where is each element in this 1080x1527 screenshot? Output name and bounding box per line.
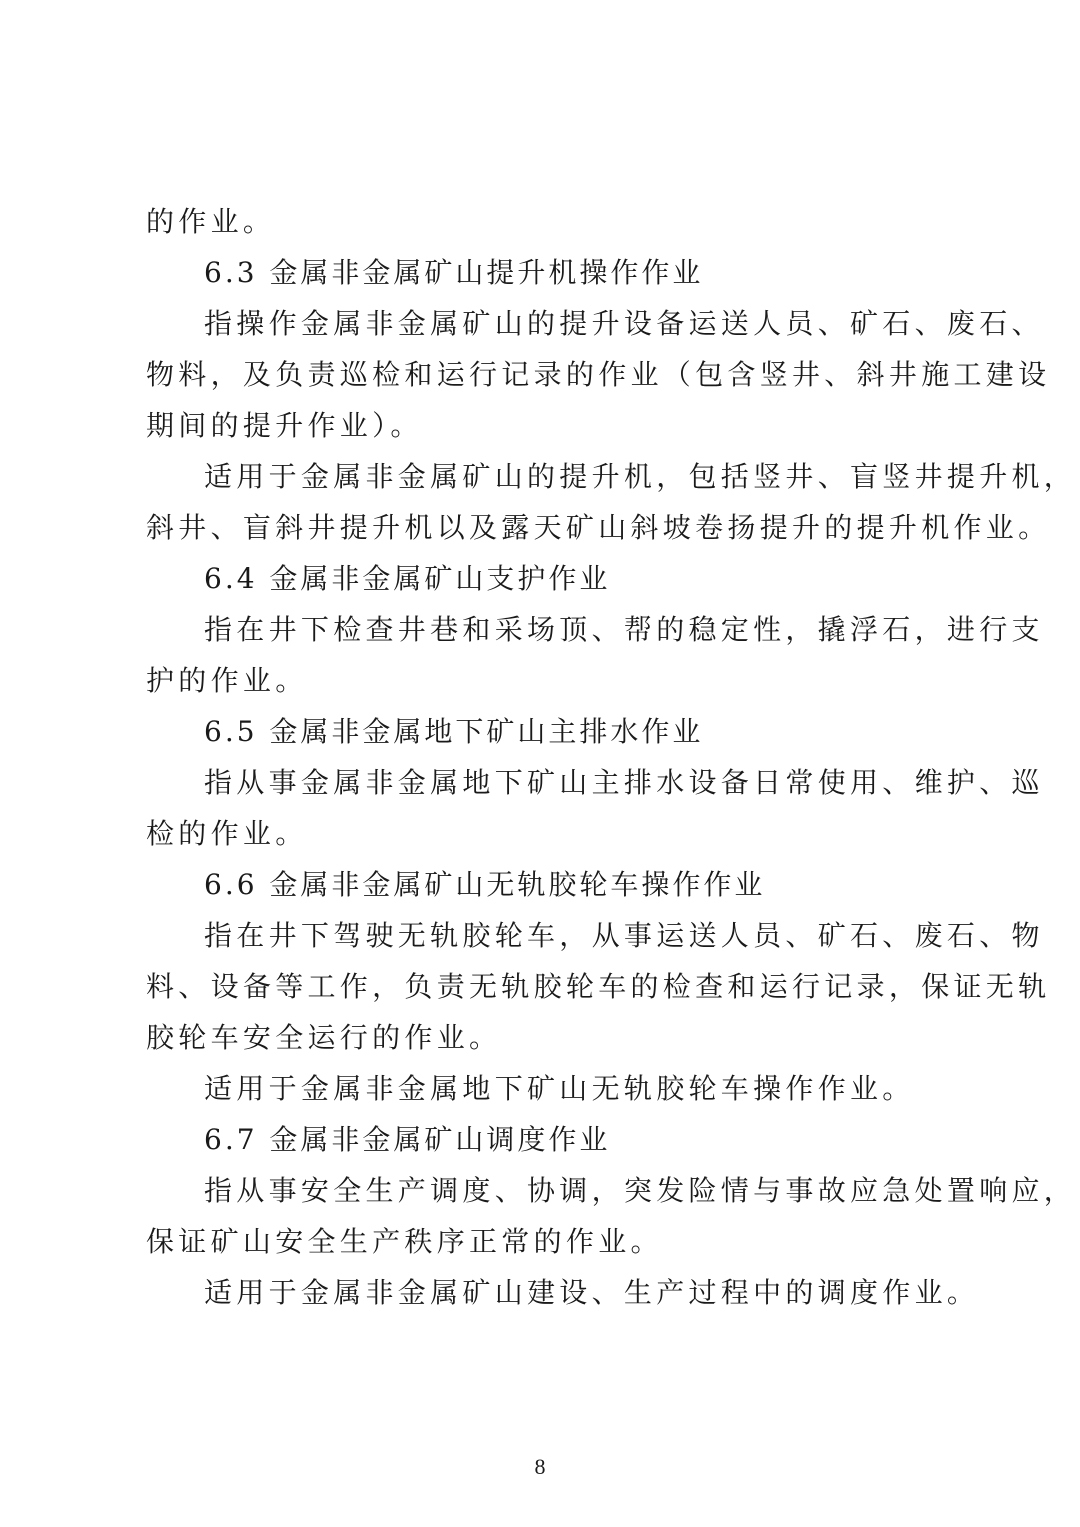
paragraph-line: 指从事安全生产调度、协调，突发险情与事故应急处置响应，	[204, 1174, 1077, 1207]
paragraph-line: 护的作业。	[146, 664, 308, 697]
paragraph-line: 物料，及负责巡检和运行记录的作业（包含竖井、斜井施工建设	[146, 358, 1051, 391]
paragraph-line: 适用于金属非金属矿山的提升机，包括竖井、盲竖井提升机，	[204, 460, 1077, 493]
section-heading-6-7: 6.7 金属非金属矿山调度作业	[204, 1123, 611, 1156]
page-number: 8	[534, 1454, 546, 1479]
section-heading-6-6: 6.6 金属非金属矿山无轨胶轮车操作作业	[204, 868, 766, 901]
paragraph-line: 适用于金属非金属地下矿山无轨胶轮车操作作业。	[204, 1072, 915, 1105]
paragraph-line: 指从事金属非金属地下矿山主排水设备日常使用、维护、巡	[204, 766, 1044, 799]
paragraph-line: 斜井、盲斜井提升机以及露天矿山斜坡卷扬提升的提升机作业。	[146, 511, 1051, 544]
paragraph-line: 指在井下驾驶无轨胶轮车，从事运送人员、矿石、废石、物	[204, 919, 1044, 952]
paragraph-line: 胶轮车安全运行的作业。	[146, 1021, 502, 1054]
paragraph-line: 指在井下检查井巷和采场顶、帮的稳定性，撬浮石，进行支	[204, 613, 1044, 646]
paragraph-line: 指操作金属非金属矿山的提升设备运送人员、矿石、废石、	[204, 307, 1044, 340]
section-heading-6-5: 6.5 金属非金属地下矿山主排水作业	[204, 715, 704, 748]
paragraph-line: 检的作业。	[146, 817, 308, 850]
paragraph-line: 适用于金属非金属矿山建设、生产过程中的调度作业。	[204, 1276, 980, 1309]
paragraph-line: 期间的提升作业）。	[146, 409, 423, 442]
paragraph-line: 保证矿山安全生产秩序正常的作业。	[146, 1225, 663, 1258]
paragraph-continuation: 的作业。	[146, 205, 276, 238]
section-heading-6-4: 6.4 金属非金属矿山支护作业	[204, 562, 611, 595]
section-heading-6-3: 6.3 金属非金属矿山提升机操作作业	[204, 256, 704, 289]
paragraph-line: 料、设备等工作，负责无轨胶轮车的检查和运行记录，保证无轨	[146, 970, 1051, 1003]
